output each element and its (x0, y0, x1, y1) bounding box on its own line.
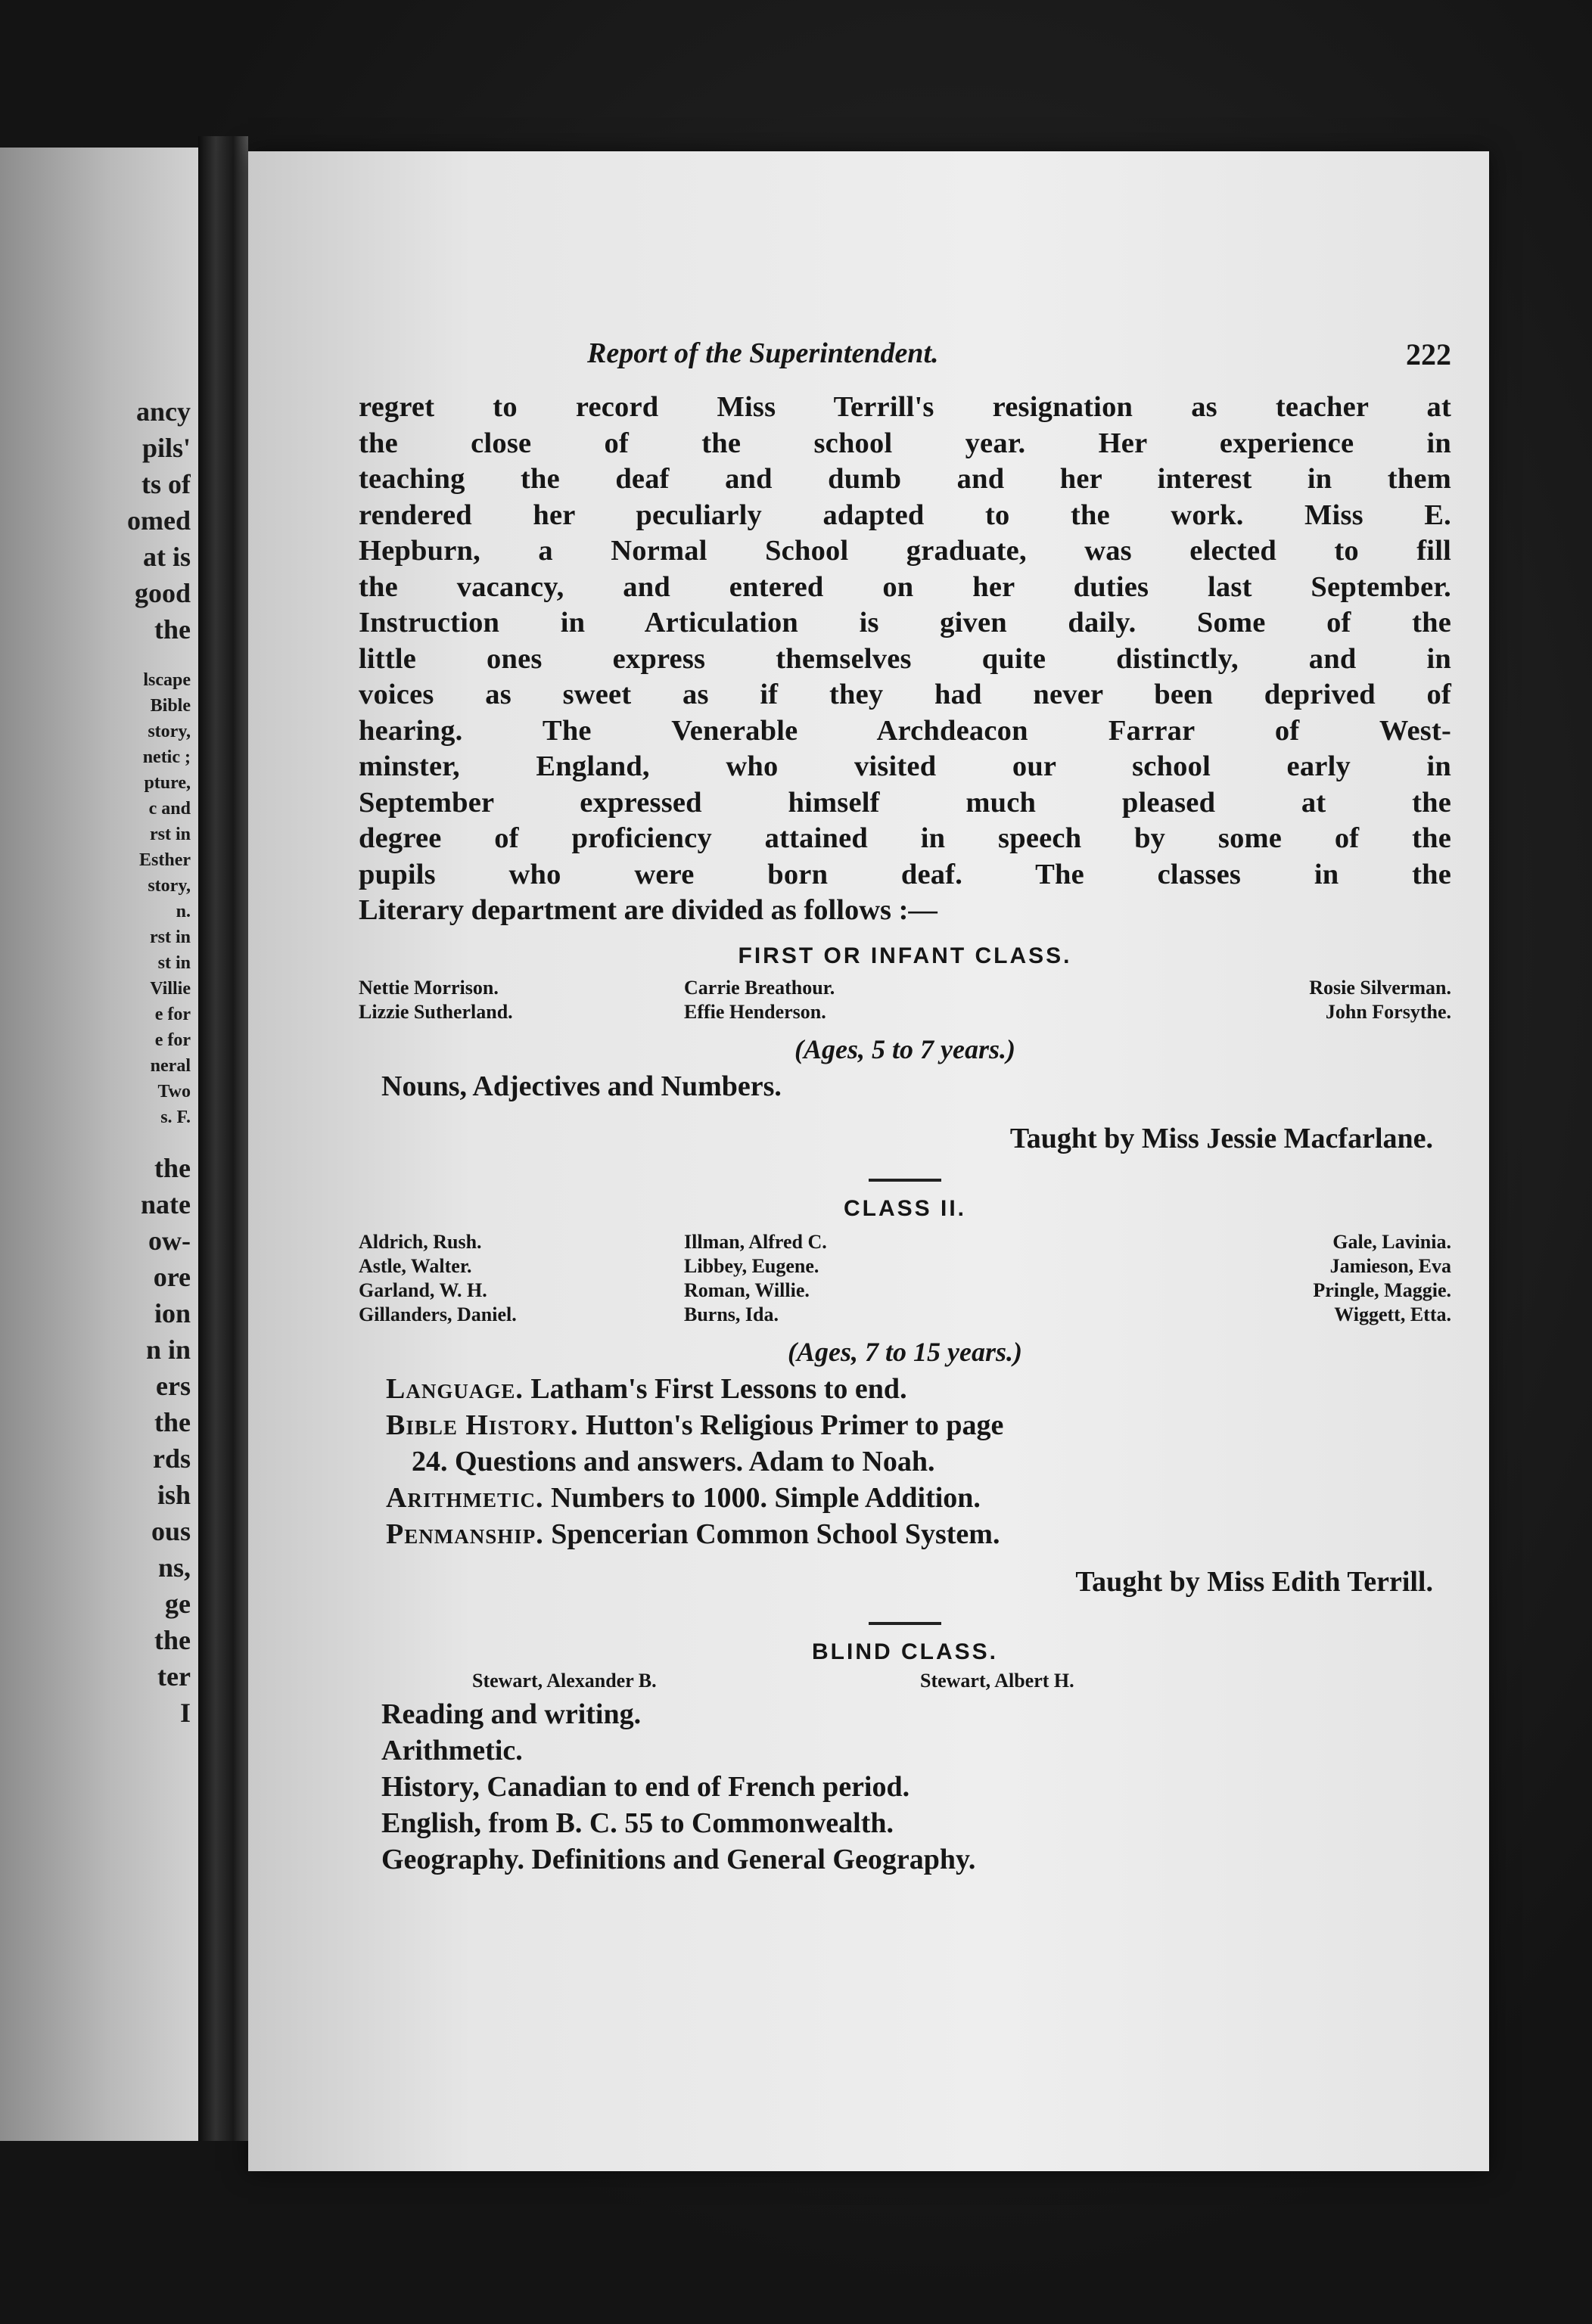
student-name: Jamieson, Eva (1329, 1254, 1451, 1277)
subject-line (359, 1371, 1451, 1407)
first-class-teacher: Taught by Miss Jessie Macfarlane. (1009, 1122, 1433, 1154)
left-fragment-line: rst in (150, 825, 191, 844)
class-two-teacher: Taught by Miss Edith Terrill. (1075, 1565, 1433, 1598)
first-class-heading: FIRST OR INFANT CLASS. (738, 943, 1072, 968)
paragraph-line: voices as sweet as if they had never been deprived of (359, 679, 1451, 710)
left-fragment-line: n in (145, 1334, 191, 1365)
paragraph-line: Hepburn, a Normal School graduate, was elected to fill (359, 535, 1451, 567)
student-name: Lizzie Sutherland. (359, 1000, 513, 1023)
subject-line: English, from B. C. 55 to Commonwealth. (381, 1807, 894, 1839)
subject-label: Language. (386, 1372, 524, 1405)
paragraph-line: Instruction in Articulation is given daily. Some of the (359, 607, 1451, 638)
subject-text: 24. Questions and answers. Adam to Noah. (412, 1445, 935, 1477)
paragraph-line: the vacancy, and entered on her duties last September. (359, 570, 1451, 603)
left-fragment-line: e for (154, 1005, 191, 1024)
left-page-fragments (2, 393, 191, 1731)
student-name: Wiggett, Etta. (1334, 1303, 1451, 1325)
paragraph-line: pupils who were born deaf. The classes in the (359, 858, 1451, 890)
left-fragment-line: c and (148, 799, 191, 819)
student-name: Illman, Alfred C. (684, 1230, 827, 1253)
class-two-names (359, 1230, 1451, 1327)
subject-line (359, 1516, 1451, 1552)
paragraph-line: the close of the school year. Her experience in (359, 427, 1451, 459)
left-fragment-line: the (154, 1407, 191, 1437)
left-fragment-line: Two (157, 1082, 191, 1101)
subject-line (359, 1407, 1451, 1443)
subject-line: Geography. Definitions and General Geography. (381, 1843, 976, 1875)
left-fragment-line: ge (165, 1589, 191, 1619)
left-fragment-line: at is (143, 542, 191, 572)
left-fragment-line: s. F. (160, 1108, 191, 1127)
left-fragment-line: ancy (136, 396, 191, 427)
subject-text: Spencerian Common School System. (551, 1518, 1000, 1550)
subject-text: Numbers to 1000. Simple Addition. (550, 1481, 981, 1514)
section-divider (869, 1622, 941, 1625)
left-fragment-line: Esther (139, 850, 191, 870)
student-name: Gillanders, Daniel. (359, 1303, 517, 1325)
left-fragment-line: ers (156, 1371, 191, 1401)
left-fragment-line: good (134, 578, 191, 608)
left-fragment-line: rds (152, 1443, 191, 1474)
left-fragment-line: e for (154, 1030, 191, 1050)
left-fragment-line: nate (141, 1189, 191, 1219)
student-name: Stewart, Albert H. (920, 1669, 1074, 1692)
student-name: Gale, Lavinia. (1332, 1230, 1451, 1253)
student-name: Pringle, Maggie. (1313, 1279, 1451, 1301)
first-class-subjects: Nouns, Adjectives and Numbers. (381, 1070, 782, 1102)
student-name: Astle, Walter. (359, 1254, 472, 1277)
page-content (359, 337, 1451, 1878)
subject-line (359, 1480, 1451, 1516)
paragraph-line: degree of proficiency attained in speech by some of the (359, 822, 1451, 854)
running-head: Report of the Superintendent. (587, 337, 939, 369)
intro-paragraph (359, 390, 1451, 893)
left-fragment-line: story, (148, 876, 191, 896)
book-gutter (198, 136, 248, 2141)
left-fragments-upper (2, 393, 191, 648)
student-name: Burns, Ida. (684, 1303, 779, 1325)
student-name: Effie Henderson. (684, 1000, 826, 1023)
left-page-edge (0, 148, 198, 2141)
left-fragment-line: I (179, 1698, 191, 1728)
left-fragment-line: Villie (150, 979, 191, 999)
left-fragment-line: story, (148, 722, 191, 741)
class-two-heading: CLASS II. (843, 1195, 966, 1221)
blind-class-heading: BLIND CLASS. (812, 1639, 998, 1664)
first-class-ages: (Ages, 5 to 7 years.) (794, 1033, 1015, 1064)
student-name: Aldrich, Rush. (359, 1230, 482, 1253)
first-class-names (359, 976, 1451, 1024)
class-two-subjects (359, 1371, 1451, 1552)
page-number: 222 (1406, 337, 1451, 371)
left-fragment-line: ore (153, 1262, 191, 1292)
left-fragments-middle (2, 667, 191, 1130)
left-fragment-line: pils' (141, 433, 191, 463)
student-name: Stewart, Alexander B. (472, 1669, 657, 1692)
left-fragments-lower (2, 1150, 191, 1731)
left-fragment-line: omed (127, 505, 191, 536)
left-fragment-line: ter (157, 1661, 191, 1692)
subject-line: Arithmetic. (381, 1734, 523, 1766)
blind-class-names (359, 1669, 1451, 1693)
section-divider (869, 1179, 941, 1182)
right-page (248, 151, 1489, 2171)
left-fragment-line: ion (154, 1298, 191, 1328)
student-name: John Forsythe. (1325, 1000, 1451, 1023)
left-fragment-line: n. (176, 902, 191, 921)
left-fragment-line: the (154, 1625, 191, 1655)
page-header (359, 337, 1451, 390)
left-fragment-line: st in (157, 953, 191, 973)
student-name: Roman, Willie. (684, 1279, 810, 1301)
intro-last-line: Literary department are divided as follows :— (359, 894, 937, 926)
left-fragment-line: neral (150, 1056, 191, 1076)
left-fragment-line: ous (151, 1516, 191, 1546)
left-fragment-line: ow- (148, 1226, 191, 1256)
left-fragment-line: the (154, 1153, 191, 1183)
subject-text: Hutton's Religious Primer to page (586, 1409, 1004, 1441)
left-fragment-line: ns, (157, 1552, 191, 1583)
paragraph-line: hearing. The Venerable Archdeacon Farrar of West- (359, 714, 1451, 747)
paragraph-line: little ones express themselves quite distinctly, and in (359, 642, 1451, 675)
left-fragment-line: lscape (143, 670, 191, 690)
paragraph-line: September expressed himself much pleased at the (359, 786, 1451, 819)
left-fragment-line: ts of (141, 469, 191, 499)
paragraph-line: minster, England, who visited our school early in (359, 750, 1451, 782)
student-name: Nettie Morrison. (359, 976, 499, 999)
blind-class-subjects (359, 1696, 1451, 1878)
subject-line (359, 1443, 1451, 1480)
subject-label: Bible History. (386, 1409, 579, 1441)
paragraph-line: regret to record Miss Terrill's resignation as teacher at (359, 391, 1451, 423)
student-name: Carrie Breathour. (684, 976, 835, 999)
left-fragment-line: rst in (150, 927, 191, 947)
left-fragment-line: ish (157, 1480, 191, 1510)
paragraph-line: rendered her peculiarly adapted to the work. Miss E. (359, 499, 1451, 531)
left-fragment-line: pture, (144, 773, 191, 793)
left-fragment-line: the (154, 614, 191, 645)
subject-label: Arithmetic. (386, 1481, 544, 1514)
student-name: Rosie Silverman. (1309, 976, 1451, 999)
left-fragment-line: Bible (150, 696, 191, 716)
subject-line: Reading and writing. (381, 1698, 642, 1730)
class-two-ages: (Ages, 7 to 15 years.) (788, 1336, 1022, 1367)
student-name: Libbey, Eugene. (684, 1254, 819, 1277)
student-name: Garland, W. H. (359, 1279, 487, 1301)
subject-line: History, Canadian to end of French period. (381, 1770, 910, 1803)
paragraph-line: teaching the deaf and dumb and her interest in them (359, 463, 1451, 495)
subject-label: Penmanship. (386, 1518, 544, 1550)
subject-text: Latham's First Lessons to end. (530, 1372, 907, 1405)
left-fragment-line: netic ; (142, 747, 191, 767)
